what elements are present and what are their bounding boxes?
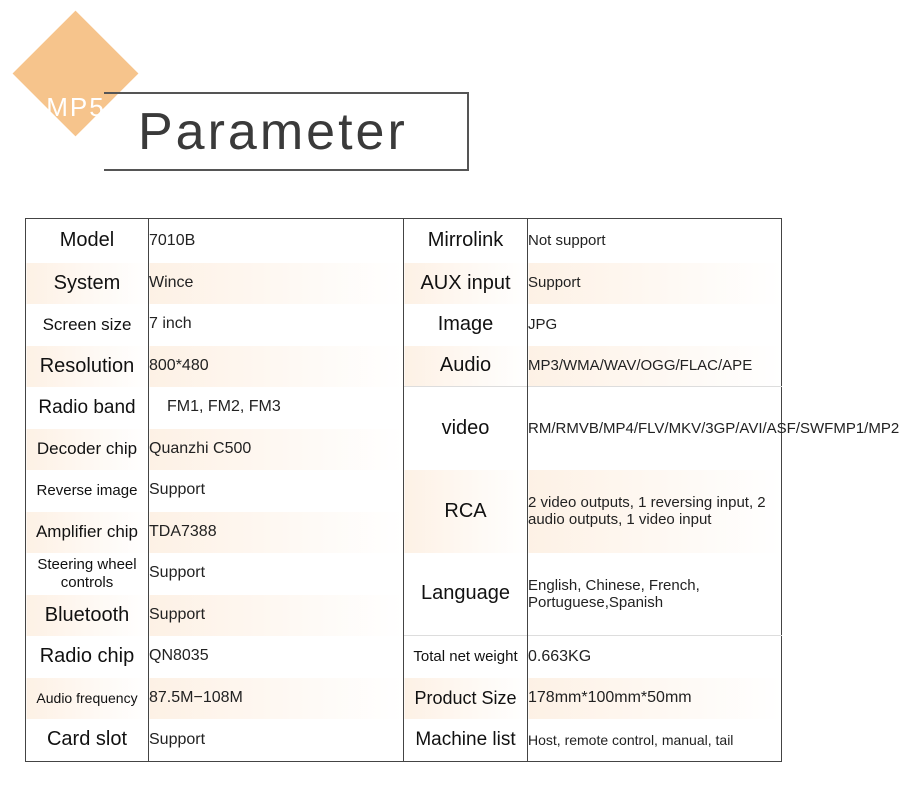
- spec-value: Support: [149, 470, 404, 512]
- spec-value: Host, remote control, manual, tail: [528, 719, 782, 762]
- spec-value: 7 inch: [149, 304, 404, 346]
- spec-label: Resolution: [26, 346, 149, 387]
- spec-label: System: [26, 263, 149, 304]
- table-row: [26, 263, 782, 304]
- spec-value: Wince: [149, 263, 404, 304]
- spec-value: 0.663KG: [528, 636, 782, 678]
- mp5-badge-label: MP5: [46, 92, 106, 122]
- table-row: [26, 304, 782, 346]
- table-row: [26, 346, 782, 387]
- table-row: [26, 636, 782, 678]
- spec-label: Decoder chip: [26, 429, 149, 470]
- spec-label: Amplifier chip: [26, 512, 149, 553]
- spec-label: Audio: [404, 346, 528, 387]
- spec-value: Support: [149, 719, 404, 762]
- spec-label: Radio band: [26, 387, 149, 429]
- spec-label: Reverse image: [26, 470, 149, 512]
- spec-value: RM/RMVB/MP4/FLV/MKV/3GP/AVI/ASF/SWFMP1/MP2: [528, 387, 782, 470]
- spec-label: RCA: [404, 470, 528, 553]
- spec-value: MP3/WMA/WAV/OGG/FLAC/APE: [528, 346, 782, 387]
- parameter-table: [25, 218, 899, 762]
- spec-label: Screen size: [26, 304, 149, 346]
- spec-label: Machine list: [404, 719, 528, 762]
- table-row: [26, 470, 782, 512]
- spec-value: English, Chinese, French, Portuguese,Spanish: [528, 553, 782, 636]
- spec-value: Support: [149, 595, 404, 636]
- spec-value: 800*480: [149, 346, 404, 387]
- table-row: [26, 387, 782, 429]
- spec-value: FM1, FM2, FM3: [149, 387, 404, 429]
- spec-value: 2 video outputs, 1 reversing input, 2 audio outputs, 1 video input: [528, 470, 782, 553]
- table-row: [26, 219, 782, 263]
- spec-label: video: [404, 387, 528, 470]
- spec-label: Image: [404, 304, 528, 346]
- table-row: [26, 553, 782, 595]
- spec-value: Support: [528, 263, 782, 304]
- spec-label: Product Size: [404, 678, 528, 719]
- spec-label: Card slot: [26, 719, 149, 762]
- spec-label: Mirrolink: [404, 219, 528, 263]
- table-row: [26, 678, 782, 719]
- spec-value: 87.5M−108M: [149, 678, 404, 719]
- spec-value: JPG: [528, 304, 782, 346]
- spec-value: 178mm*100mm*50mm: [528, 678, 782, 719]
- table-row: [26, 719, 782, 762]
- spec-label: Audio frequency: [26, 678, 149, 719]
- spec-label: Language: [404, 553, 528, 636]
- spec-value: TDA7388: [149, 512, 404, 553]
- page-title: Parameter: [138, 103, 408, 161]
- spec-label: Total net weight: [404, 636, 528, 678]
- spec-label: Radio chip: [26, 636, 149, 678]
- spec-value: Support: [149, 553, 404, 595]
- page-header: [0, 0, 800, 200]
- spec-label: Model: [26, 219, 149, 263]
- spec-label: Steering wheel controls: [26, 553, 149, 595]
- spec-label: Bluetooth: [26, 595, 149, 636]
- spec-value: 7010B: [149, 219, 404, 263]
- spec-value: QN8035: [149, 636, 404, 678]
- spec-value: Not support: [528, 219, 782, 263]
- spec-label: AUX input: [404, 263, 528, 304]
- spec-value: Quanzhi C500: [149, 429, 404, 470]
